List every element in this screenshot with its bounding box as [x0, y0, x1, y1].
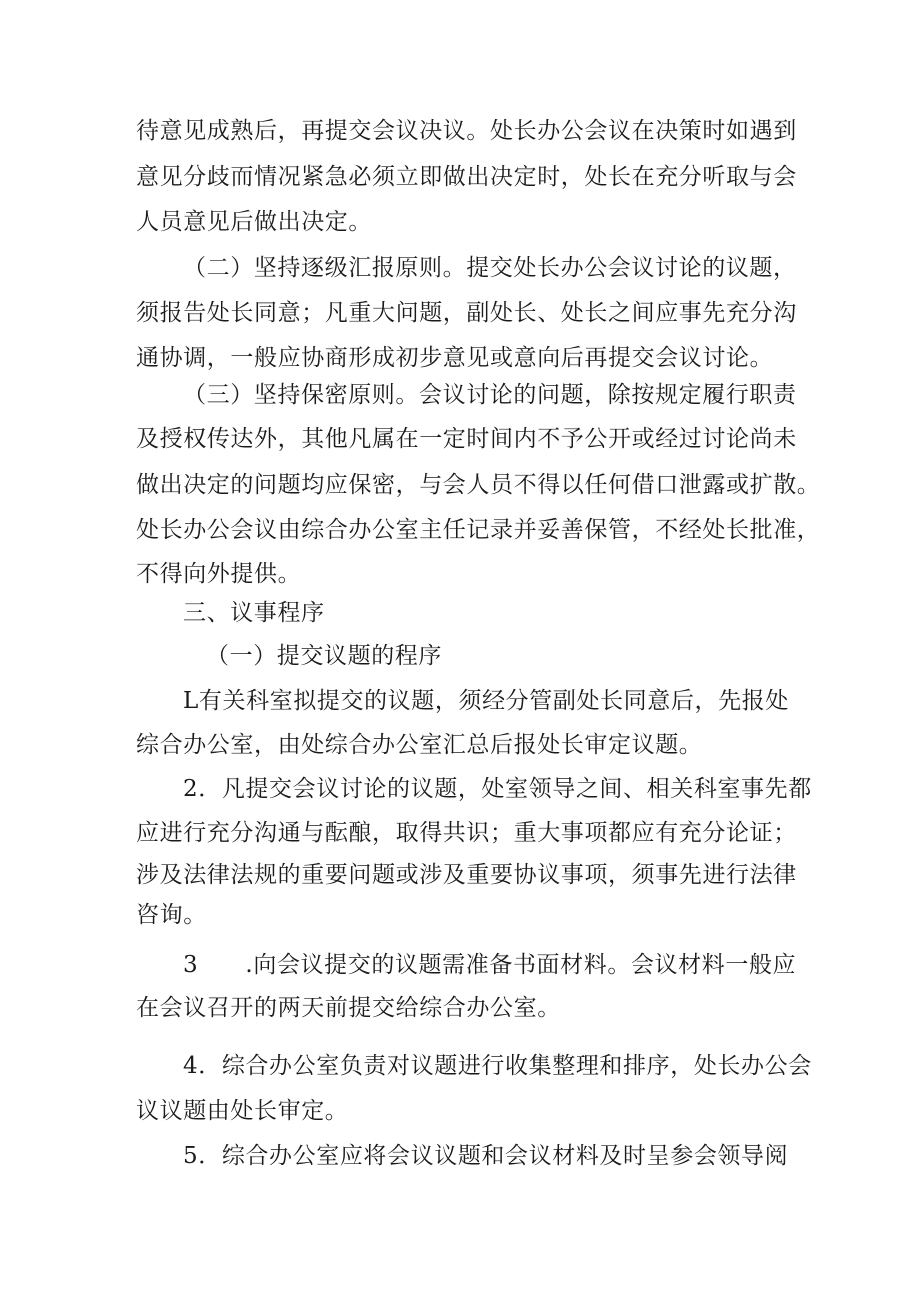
text-line: 4．综合办公室负责对议题进行收集整理和排序，处长办公会 — [183, 1053, 812, 1079]
text-line: 意见分歧而情况紧急必须立即做出决定时，处长在充分听取与会 — [136, 164, 797, 190]
text-line: 2．凡提交会议讨论的议题，处室领导之间、相关科室事先都 — [183, 776, 812, 802]
text-line: （二）坚持逐级汇报原则。提交处长办公会议讨论的议题， — [183, 255, 797, 281]
text-line: 5．综合办公室应将会议议题和会议材料及时呈参会领导阅 — [183, 1143, 789, 1169]
text-line: 待意见成熟后，再提交会议决议。处长办公会议在决策时如遇到 — [136, 118, 797, 144]
text-line: 3 .向会议提交的议题需准备书面材料。会议材料一般应 — [183, 952, 797, 978]
text-line: （三）坚持保密原则。会议讨论的问题，除按规定履行职责 — [183, 382, 797, 408]
subsection-heading: （一）提交议题的程序 — [206, 643, 442, 669]
text-line: 咨询。 — [136, 902, 207, 928]
text-line: 综合办公室，由处综合办公室汇总后报处长审定议题。 — [136, 732, 703, 758]
text-line: L有关科室拟提交的议题，须经分管副处长同意后，先报处 — [183, 688, 789, 714]
text-line: 通协调，一般应协商形成初步意见或意向后再提交会议讨论。 — [136, 345, 774, 371]
text-line: 人员意见后做出决定。 — [136, 209, 372, 235]
text-line: 须报告处长同意；凡重大问题，副处长、处长之间应事先充分沟 — [136, 300, 797, 326]
text-line: 不得向外提供。 — [136, 561, 302, 587]
text-line: 议议题由处长审定。 — [136, 1098, 349, 1124]
text-line: 处长办公会议由综合办公室主任记录并妥善保管，不经处长批准， — [136, 517, 821, 543]
text-line: 在会议召开的两天前提交给综合办公室。 — [136, 995, 561, 1021]
section-heading: 三、议事程序 — [183, 600, 325, 626]
text-line: 做出决定的问题均应保密，与会人员不得以任何借口泄露或扩散。 — [136, 472, 821, 498]
text-line: 应进行充分沟通与酝酿，取得共识；重大事项都应有充分论证； — [136, 820, 797, 846]
text-line: 涉及法律法规的重要问题或涉及重要协议事项，须事先进行法律 — [136, 862, 797, 888]
text-line: 及授权传达外，其他凡属在一定时间内不予公开或经过讨论尚未 — [136, 426, 797, 452]
